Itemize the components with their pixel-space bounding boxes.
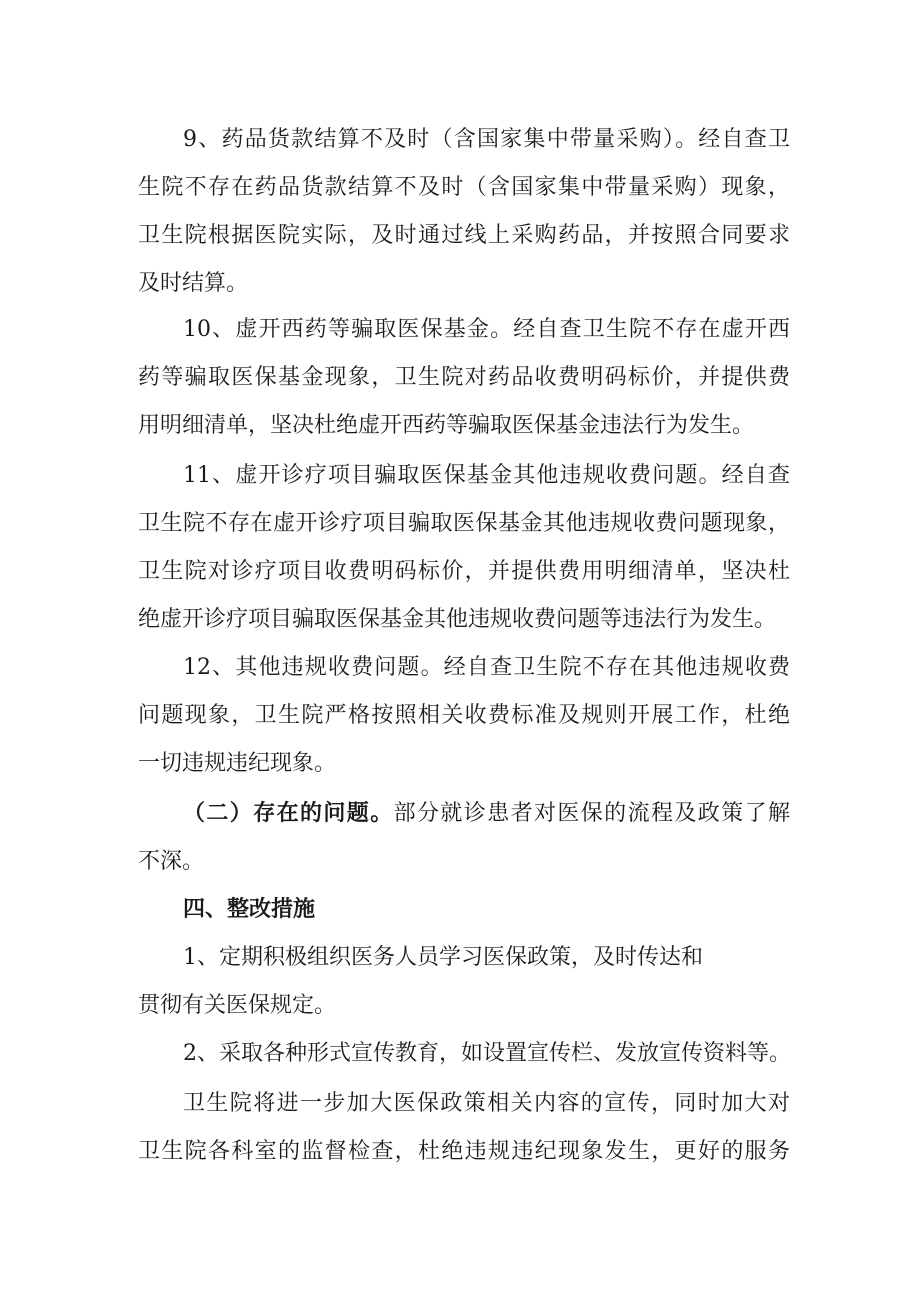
item-11-line-3: 卫生院对诊疗项目收费明码标价，并提供费用明细清单，坚决杜 [138,559,790,584]
measure-1-line-1: 1、定期积极组织医务人员学习医保政策，及时传达和 [183,945,703,970]
measure-2-line: 2、采取各种形式宣传教育，如设置宣传栏、发放宣传资料等。 [183,1041,791,1066]
problems-line-2: 不深。 [138,849,205,874]
document-body [138,0,790,1301]
item-10-line-2: 药等骗取医保基金现象，卫生院对药品收费明码标价，并提供费 [138,365,790,390]
problems-text: 部分就诊患者对医保的流程及政策了解 [393,801,790,826]
item-12-line-3: 一切违规违纪现象。 [138,751,337,776]
item-9-line-2: 生院不存在药品货款结算不及时（含国家集中带量采购）现象， [138,175,790,200]
item-11-line-2: 卫生院不存在虚开诊疗项目骗取医保基金其他违规收费问题现象， [138,511,790,536]
item-12-line-1: 12、其他违规收费问题。经自查卫生院不存在其他违规收费 [183,655,790,680]
problems-heading: （二）存在的问题。 [183,801,394,826]
closing-line-1: 卫生院将进一步加大医保政策相关内容的宣传，同时加大对 [183,1091,790,1116]
measure-1-line-2: 贯彻有关医保规定。 [138,993,337,1018]
item-10-line-1: 10、虚开西药等骗取医保基金。经自查卫生院不存在虚开西 [183,317,790,342]
problems-line-1 [183,790,790,838]
item-12-line-2: 问题现象，卫生院严格按照相关收费标准及规则开展工作，杜绝 [138,703,790,728]
item-10-line-3: 用明细清单，坚决杜绝虚开西药等骗取医保基金违法行为发生。 [138,413,755,438]
item-11-line-4: 绝虚开诊疗项目骗取医保基金其他违规收费问题等违法行为发生。 [138,607,777,632]
closing-line-2: 卫生院各科室的监督检查，杜绝违规违纪现象发生，更好的服务 [138,1139,790,1164]
item-11-line-1: 11、虚开诊疗项目骗取医保基金其他违规收费问题。经自查 [183,463,790,488]
item-9-line-1: 9、药品货款结算不及时（含国家集中带量采购）。经自查卫 [183,127,790,152]
item-9-line-4: 及时结算。 [138,271,249,296]
section-4-heading: 四、整改措施 [183,897,316,922]
item-9-line-3: 卫生院根据医院实际，及时通过线上采购药品，并按照合同要求 [138,223,790,248]
